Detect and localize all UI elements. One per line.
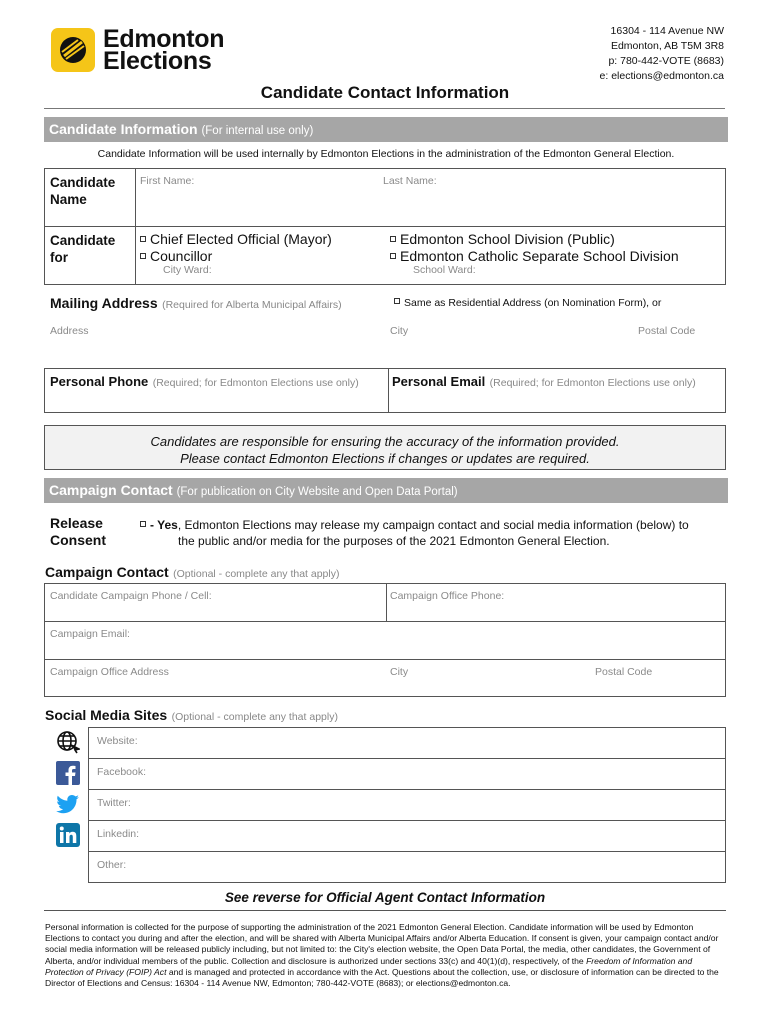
- campaign-city-field[interactable]: City: [390, 666, 409, 678]
- divider: [44, 108, 725, 109]
- twitter-icon: [56, 792, 80, 816]
- divider: [386, 583, 387, 621]
- councillor-checkbox[interactable]: Councillor: [140, 248, 332, 265]
- divider: [44, 621, 726, 622]
- divider: [88, 882, 726, 883]
- linkedin-icon: [56, 823, 80, 847]
- divider: [388, 368, 389, 413]
- candidate-intro: Candidate Information will be used internally by Edmonton Elections in the administration of the Edmonton General Election.: [97, 148, 675, 160]
- accuracy-notice: Candidates are responsible for ensuring the accuracy of the information provided. Please contact Edmonton Elections if changes or updates are required.: [44, 425, 726, 470]
- linkedin-field[interactable]: Linkedin:: [97, 828, 140, 840]
- divider: [44, 284, 726, 285]
- mayor-checkbox[interactable]: Chief Elected Official (Mayor): [140, 231, 332, 248]
- catholic-school-checkbox[interactable]: Edmonton Catholic Separate School Division: [390, 248, 679, 265]
- city-field[interactable]: City: [390, 325, 409, 337]
- divider: [725, 226, 726, 284]
- personal-phone-field[interactable]: Personal Phone (Required; for Edmonton Elections use only): [50, 374, 359, 389]
- mailing-address-heading: Mailing Address (Required for Alberta Municipal Affairs): [50, 295, 342, 311]
- divider: [88, 789, 726, 790]
- candidate-name-label: Candidate Name: [50, 175, 116, 207]
- postal-code-field[interactable]: Postal Code: [638, 325, 696, 337]
- section-bar-candidate: Candidate Information (For internal use only): [44, 117, 728, 142]
- divider: [44, 659, 726, 660]
- divider: [44, 910, 726, 911]
- divider: [44, 226, 45, 284]
- campaign-contact-heading: Campaign Contact (Optional - complete any that apply): [45, 564, 340, 580]
- office-options-city: [140, 231, 332, 265]
- other-social-field[interactable]: Other:: [97, 859, 127, 871]
- globe-icon: [56, 730, 80, 754]
- facebook-icon: [56, 761, 80, 785]
- page-title: Candidate Contact Information: [260, 83, 510, 102]
- personal-email-field[interactable]: Personal Email (Required; for Edmonton Elections use only): [392, 374, 696, 389]
- social-media-heading: Social Media Sites (Optional - complete any that apply): [45, 707, 338, 723]
- first-name-field[interactable]: First Name:: [140, 175, 195, 187]
- see-reverse-note: See reverse for Official Agent Contact Information: [224, 890, 546, 905]
- campaign-office-address-field[interactable]: Campaign Office Address: [50, 666, 169, 678]
- facebook-field[interactable]: Facebook:: [97, 766, 147, 778]
- campaign-office-phone-field[interactable]: Campaign Office Phone:: [390, 590, 505, 602]
- divider: [135, 168, 136, 227]
- divider: [88, 851, 726, 852]
- divider: [88, 758, 726, 759]
- address-field[interactable]: Address: [50, 325, 89, 337]
- last-name-field[interactable]: Last Name:: [383, 175, 437, 187]
- contact-address: 16304 - 114 Avenue NW Edmonton, AB T5M 3R8 p: 780-442-VOTE (8683) e: elections@edmonton.ca: [599, 25, 724, 82]
- logo-text: Edmonton Elections: [103, 25, 225, 75]
- city-ward-field[interactable]: City Ward:: [163, 264, 212, 276]
- privacy-statement: Personal information is collected for the purpose of supporting the administration of the 2021 Edmonton General Election. Candidate information will be used by Edmonton Elections to contact you during and after the election, and will be shared with Alberta Municipal Affairs and/or Alberta Education. If consent is given, your campaign contact and/or social media information will be released publicly including, but not limited to: the City's election website, the Open Data Portal, the media, other candidates, the Government of Alberta, and/or individual members of the public. Collection and disclosure is authorized under sections 33(c) and 40(1)(d), respectively, of the Freedom of Information and Protection of Privacy (FOIP) Act and is managed and protected in accordance with the Act. Questions about the collection, use, or disclosure of information can be directed to the Director of Elections and Census: 16304 - 114 Avenue NW, Edmonton; 780-442-VOTE (8683); or elections@edmonton.ca.: [45, 922, 719, 989]
- public-school-checkbox[interactable]: Edmonton School Division (Public): [390, 231, 679, 248]
- divider: [135, 226, 136, 284]
- same-as-residential-checkbox[interactable]: Same as Residential Address (on Nomination Form), or: [394, 297, 661, 309]
- school-ward-field[interactable]: School Ward:: [413, 264, 476, 276]
- release-consent-label: Release Consent: [50, 515, 106, 548]
- campaign-cell-field[interactable]: Candidate Campaign Phone / Cell:: [50, 590, 212, 602]
- divider: [88, 727, 726, 728]
- campaign-email-field[interactable]: Campaign Email:: [50, 628, 130, 640]
- office-options-school: [390, 231, 679, 265]
- divider: [725, 727, 726, 883]
- logo-icon: [51, 28, 95, 72]
- candidate-for-label: Candidate for: [50, 233, 116, 265]
- campaign-postal-code-field[interactable]: Postal Code: [595, 666, 653, 678]
- website-field[interactable]: Website:: [97, 735, 138, 747]
- divider: [88, 820, 726, 821]
- divider: [88, 727, 89, 883]
- section-bar-campaign: Campaign Contact (For publication on City Website and Open Data Portal): [44, 478, 728, 503]
- release-consent-checkbox[interactable]: - Yes, Edmonton Elections may release my campaign contact and social media information (below) to the public and/or media for the purposes of the 2021 Edmonton General Election.: [140, 517, 725, 549]
- twitter-field[interactable]: Twitter:: [97, 797, 131, 809]
